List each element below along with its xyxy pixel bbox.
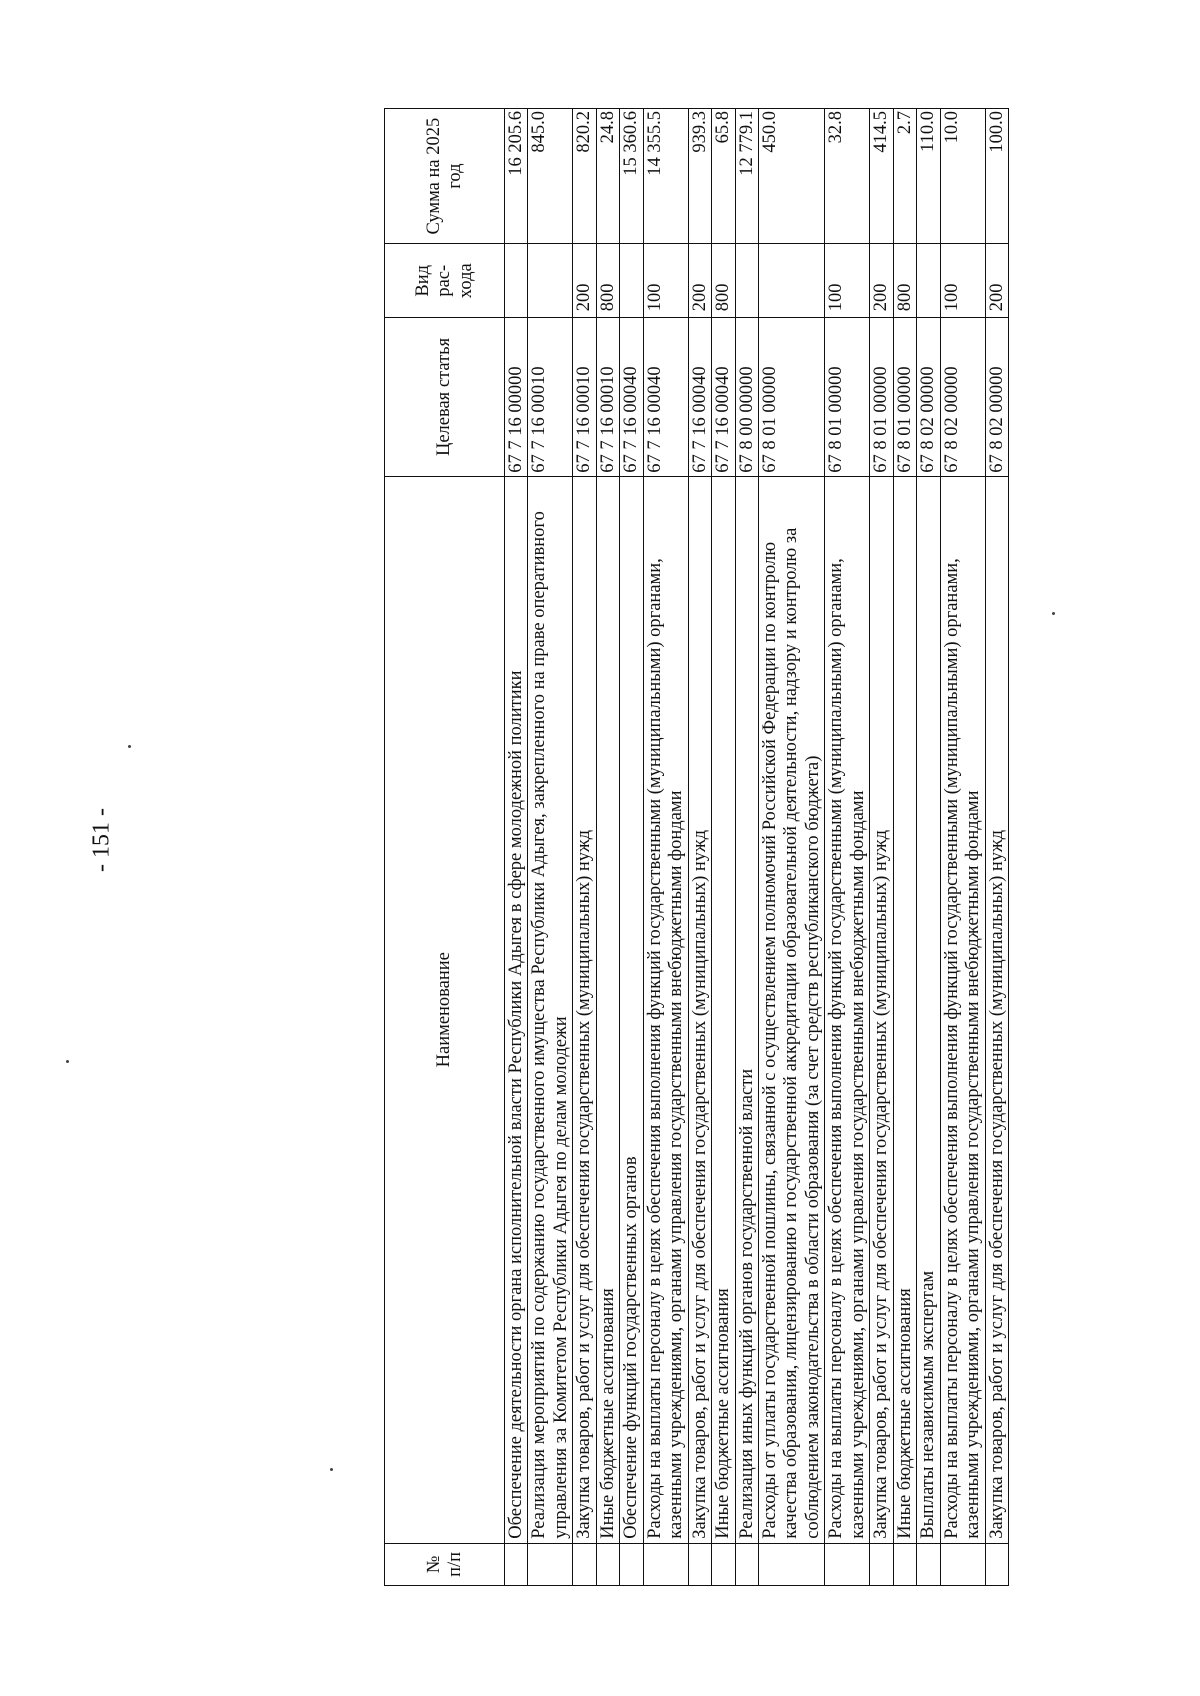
row-num [893,1543,916,1585]
row-target: 67 7 16 00040 [620,318,643,476]
row-kind [758,244,824,318]
row-target: 67 8 01 00000 [825,318,870,476]
header-sum: Сумма на 2025 год [385,109,505,244]
row-num [940,1543,985,1585]
row-num [573,1543,596,1585]
row-name: Закупка товаров, работ и услуг для обеспечения государственных (муниципальных) нужд [688,476,711,1543]
row-name: Расходы на выплаты персоналу в целях обеспечения выполнения функций государственными (муниципальными) органами, казенными учреждениями, органами управления государственными внебюджетными фондами [643,476,688,1543]
row-name: Обеспечение деятельности органа исполнительной власти Республики Адыгея в сфере молодежной политики [505,476,528,1543]
row-name: Расходы от уплаты государственной пошлины, связанной с осуществлением полномочий Российской Федерации по контролю качества образования, лицензированию и государственной аккредитации образовательной деятельности, надзору и контролю за соблюдением законодательства в области образования (за счет средств республиканского бюджета) [758,476,824,1543]
row-name: Расходы на выплаты персоналу в целях обеспечения выполнения функций государственными (муниципальными) органами, казенными учреждениями, органами управления государственными внебюджетными фондами [825,476,870,1543]
row-sum: 845.0 [528,109,573,244]
row-sum: 939.3 [688,109,711,244]
row-name: Обеспечение функций государственных органов [620,476,643,1543]
budget-table [384,108,1009,1586]
table-row [917,109,940,1586]
row-num [917,1543,940,1585]
row-sum: 24.8 [596,109,619,244]
header-kind: Вид рас-хода [385,244,505,318]
row-sum: 414.5 [870,109,893,244]
row-name: Иные бюджетные ассигнования [893,476,916,1543]
table-row [688,109,711,1586]
row-kind: 800 [893,244,916,318]
row-target: 67 8 00 00000 [735,318,758,476]
table-body [505,109,1009,1586]
row-kind: 100 [825,244,870,318]
row-name: Закупка товаров, работ и услуг для обеспечения государственных (муниципальных) нужд [573,476,596,1543]
row-sum: 10.0 [940,109,985,244]
row-kind: 200 [870,244,893,318]
row-kind: 200 [573,244,596,318]
row-kind: 800 [712,244,735,318]
row-num [620,1543,643,1585]
table-row [940,109,985,1586]
header-name: Наименование [385,476,505,1543]
row-target: 67 8 02 00000 [940,318,985,476]
table-row [596,109,619,1586]
budget-table-rotated [384,108,1200,1586]
row-sum: 14 355.5 [643,109,688,244]
row-num [870,1543,893,1585]
table-row [825,109,870,1586]
row-num [712,1543,735,1585]
row-target: 67 7 16 00010 [596,318,619,476]
row-kind [528,244,573,318]
row-num [528,1543,573,1585]
row-kind [735,244,758,318]
table-row [870,109,893,1586]
table-row [893,109,916,1586]
row-kind [917,244,940,318]
row-num [688,1543,711,1585]
row-name: Расходы на выплаты персоналу в целях обеспечения выполнения функций государственными (муниципальными) органами, казенными учреждениями, органами управления государственными внебюджетными фондами [940,476,985,1543]
table-row [528,109,573,1586]
page-number: - 151 - [88,808,115,872]
row-name: Иные бюджетные ассигнования [596,476,619,1543]
row-num [505,1543,528,1585]
row-name: Закупка товаров, работ и услуг для обеспечения государственных (муниципальных) нужд [985,476,1008,1543]
row-target: 67 7 16 00010 [573,318,596,476]
row-sum: 450.0 [758,109,824,244]
row-target: 67 7 16 00010 [528,318,573,476]
table-row [735,109,758,1586]
row-num [596,1543,619,1585]
row-sum: 100.0 [985,109,1008,244]
table-row [758,109,824,1586]
row-num [643,1543,688,1585]
row-kind: 200 [688,244,711,318]
table-row [985,109,1008,1586]
row-kind: 100 [643,244,688,318]
table-header-row [385,109,505,1586]
row-sum: 12 779.1 [735,109,758,244]
row-target: 67 8 01 00000 [893,318,916,476]
row-target: 67 8 01 00000 [758,318,824,476]
row-kind [620,244,643,318]
table-row [573,109,596,1586]
row-target: 67 8 02 00000 [985,318,1008,476]
row-name: Иные бюджетные ассигнования [712,476,735,1543]
row-kind: 800 [596,244,619,318]
row-kind: 100 [940,244,985,318]
row-num [985,1543,1008,1585]
row-kind: 200 [985,244,1008,318]
row-name: Реализация мероприятий по содержанию государственного имущества Республики Адыгея, закрепленного на праве оперативного управления за Комитетом Республики Адыгея по делам молодежи [528,476,573,1543]
row-sum: 65.8 [712,109,735,244]
row-target: 67 7 16 00040 [688,318,711,476]
row-target: 67 7 16 00040 [712,318,735,476]
scan-speck [128,745,131,748]
row-num [758,1543,824,1585]
row-target: 67 7 16 00000 [505,318,528,476]
row-sum: 16 205.6 [505,109,528,244]
table-row [712,109,735,1586]
row-sum: 32.8 [825,109,870,244]
row-target: 67 8 01 00000 [870,318,893,476]
table-row [505,109,528,1586]
scan-speck [330,1468,333,1471]
header-target: Целевая статья [385,318,505,476]
table-row [643,109,688,1586]
row-kind [505,244,528,318]
row-sum: 820.2 [573,109,596,244]
row-num [735,1543,758,1585]
row-target: 67 8 02 00000 [917,318,940,476]
row-name: Закупка товаров, работ и услуг для обеспечения государственных (муниципальных) нужд [870,476,893,1543]
table-row [620,109,643,1586]
row-name: Реализация иных функций органов государственной власти [735,476,758,1543]
row-target: 67 7 16 00040 [643,318,688,476]
row-name: Выплаты независимым экспертам [917,476,940,1543]
row-sum: 110.0 [917,109,940,244]
row-num [825,1543,870,1585]
row-sum: 2.7 [893,109,916,244]
scan-speck [66,1060,69,1063]
header-num: № п/п [385,1543,505,1585]
row-sum: 15 360.6 [620,109,643,244]
